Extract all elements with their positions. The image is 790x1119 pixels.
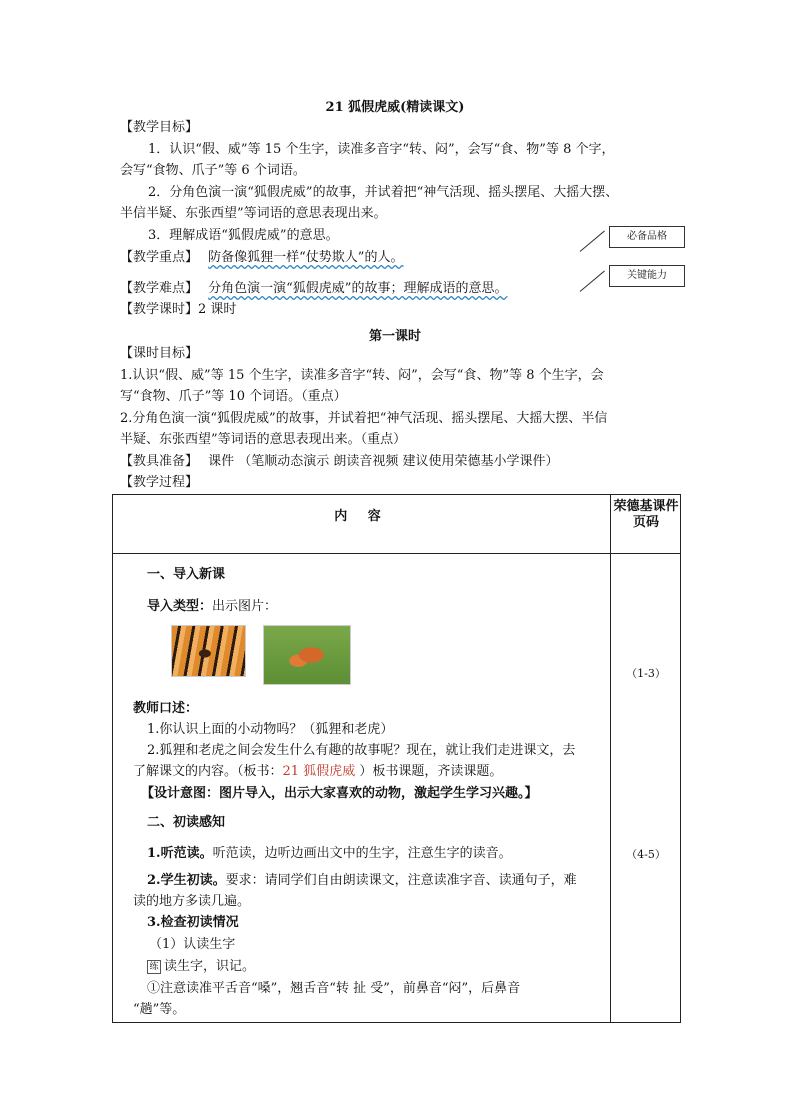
objectives-heading: 【教学目标】 <box>120 120 199 135</box>
lesson-goal-line-2: 写“食物、爪子”等 10 个词语。（重点） <box>120 389 347 404</box>
board-title: 21 狐假虎威 <box>282 764 356 779</box>
section2-heading: 二、初读感知 <box>147 815 226 830</box>
tools-text: 课件 （笔顺动态演示 朗读音视频 建议使用荣德基小学课件） <box>208 454 559 469</box>
question-2-line-2-end: ）板书课题，齐读课题。 <box>355 764 503 779</box>
lesson-goal-line-1: 1.认识“假、威”等 15 个生字，读准多音字“转、闷”，会写“食、物”等 8 个生字，会 <box>120 368 604 383</box>
question-2-line-2: 了解课文的内容。（板书： <box>133 764 283 779</box>
listen-label: 1.听范读。 <box>147 846 213 861</box>
question-2-line-1: 2.狐狸和老虎之间会发生什么有趣的故事呢？现在，就让我们走进课文，去 <box>147 743 576 758</box>
teaching-process-table <box>112 494 681 1023</box>
tools-label: 【教具准备】 <box>120 454 199 469</box>
key-points-text: 防备像狐狸一样“仗势欺人”的人。 <box>208 250 404 265</box>
lesson-goal-line-3: 2.分角色演一演“狐假虎威”的故事，并试着把“神气活现、摇头摆尾、大摇大摆、半信 <box>120 411 608 426</box>
objective-line-3: 2．分角色演一演“狐假虎威”的故事，并试着把“神气活现、摇头摆尾、大摇大摆、 <box>148 185 619 200</box>
objective-line-1: 1．认识“假、威”等 15 个生字，读准多音字“转、闷”，会写“食、物”等 8 个字， <box>148 142 615 157</box>
first-read-text: 要求：请同学们自由朗读课文，注意读准字音、读通句子，难 <box>225 873 577 888</box>
callout-leader-2 <box>580 271 605 292</box>
practice-icon: 练 <box>147 960 161 974</box>
objective-line-4: 半信半疑、东张西望”等词语的意思表现出来。 <box>120 206 387 221</box>
intro-type-label: 导入类型： <box>147 599 213 614</box>
section1-heading: 一、导入新课 <box>147 567 226 582</box>
practice-text: 读生字，识记。 <box>164 959 256 974</box>
hours-text: 2 课时 <box>198 302 237 317</box>
page-ref-1: （1-3） <box>626 667 666 680</box>
difficulties-label: 【教学难点】 <box>120 281 199 296</box>
table-column-divider <box>610 495 611 1022</box>
lesson1-title: 第一课时 <box>368 329 421 344</box>
hours-label: 【教学课时】 <box>120 302 199 317</box>
pronunciation-note-line-1: ①注意读准平舌音“嗓”，翘舌音“转 扯 受”，前鼻音“闷”，后鼻音 <box>147 981 521 996</box>
pronunciation-note-line-2: “趟”等。 <box>133 1002 186 1017</box>
check-reading-heading: 3.检查初读情况 <box>147 915 239 930</box>
difficulties-text: 分角色演一演“狐假虎威”的故事；理解成语的意思。 <box>208 281 508 296</box>
table-header-content: 内 容 <box>334 509 389 524</box>
process-heading: 【教学过程】 <box>120 475 199 490</box>
table-header-page: 荣德基课件页码 <box>613 499 679 530</box>
lesson-goals-heading: 【课时目标】 <box>120 346 199 361</box>
lesson-goal-line-4: 半疑、东张西望”等词语的意思表现出来。（重点） <box>120 432 407 447</box>
teacher-speech-label: 教师口述： <box>133 701 199 716</box>
objective-line-5: 3．理解成语“狐假虎威”的意思。 <box>148 228 339 243</box>
callout-box-character: 必备品格 <box>609 226 685 248</box>
callout-box-ability: 关键能力 <box>609 265 685 287</box>
objective-line-2: 会写“食物、爪子”等 6 个词语。 <box>120 163 306 178</box>
first-read-label: 2.学生初读。 <box>147 873 226 888</box>
page-ref-2: （4-5） <box>626 848 666 861</box>
table-header-divider <box>113 553 680 554</box>
intro-type-text: 出示图片： <box>212 599 278 614</box>
key-points-label: 【教学重点】 <box>120 250 199 265</box>
listen-text: 听范读，边听边画出文中的生字，注意生字的读音。 <box>212 846 512 861</box>
design-intent: 【设计意图：图片导入，出示大家喜欢的动物，激起学生学习兴趣。】 <box>141 786 538 801</box>
recognize-chars-heading: （1）认读生字 <box>149 937 236 952</box>
document-title: 21 狐假虎威(精读课文) <box>325 100 465 115</box>
question-1: 1.你认识上面的小动物吗？（狐狸和老虎） <box>147 722 394 737</box>
fox-image <box>263 625 351 685</box>
callout-leader-1 <box>580 231 605 252</box>
tiger-image <box>171 625 246 677</box>
first-read-text-2: 读的地方多读几遍。 <box>133 894 251 909</box>
